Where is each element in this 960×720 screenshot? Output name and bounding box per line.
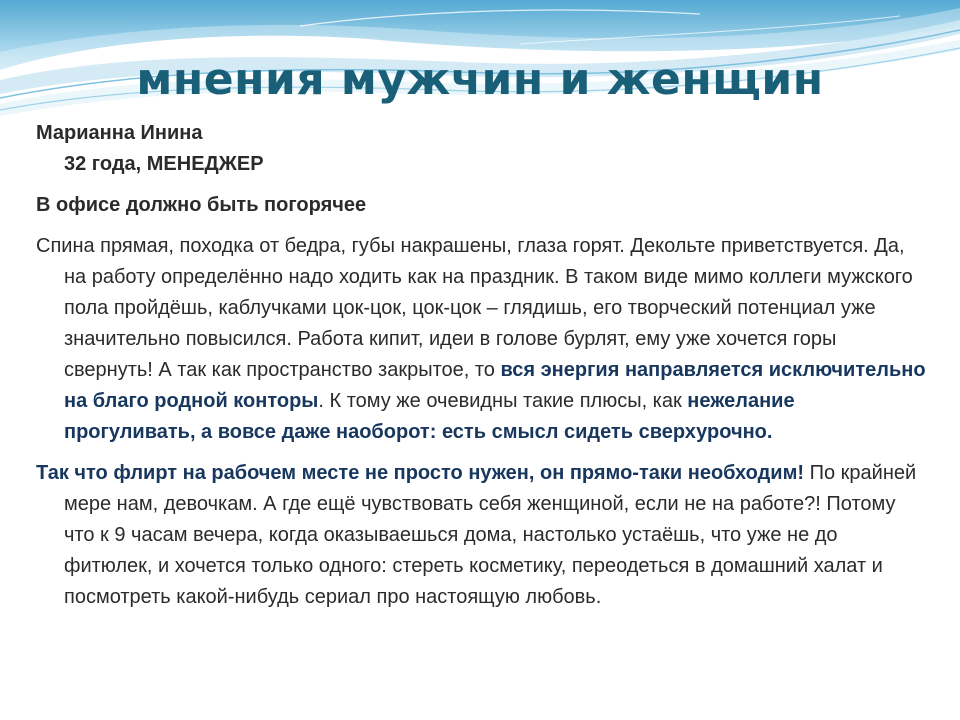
paragraph-2: [36, 458, 926, 613]
author-role: 32 года, МЕНЕДЖЕР: [64, 153, 264, 175]
slide-body: [36, 116, 926, 613]
paragraph-1-emphasis-b: нежелание прогуливать, а вовсе даже наоборот: есть смысл сидеть сверхурочно.: [64, 390, 795, 443]
paragraph-1: [36, 231, 926, 448]
paragraph-1-text-b: . К тому же очевидны такие плюсы, как: [318, 390, 688, 412]
slide-title: мнения мужчин и женщин: [136, 54, 824, 105]
author-name: Марианна Инина: [36, 122, 203, 144]
paragraph-1-emphasis-a: вся энергия направляется исключительно на благо родной конторы: [64, 359, 926, 412]
paragraph-2-text: По крайней мере нам, девочкам. А где ещё чувствовать себя женщиной, если не на работе?! Потому что к 9 часам вечера, когда оказываешься дома, настолько устаёшь, что уже не до фитюлек, и хочется только одного: стереть косметику, переодеться в домашний халат и посмотреть какой-нибудь сериал про настоящую любовь.: [64, 462, 917, 608]
paragraph-2-emphasis: Так что флирт на рабочем месте не просто нужен, он прямо-таки необходим!: [36, 462, 805, 484]
headline: В офисе должно быть погорячее: [36, 194, 367, 216]
paragraph-1-text-a: Спина прямая, походка от бедра, губы накрашены, глаза горят. Декольте приветствуется. Да, на работу определённо надо ходить как на праздник. В таком виде мимо коллеги мужского пола пройдёшь, каблучками цок-цок, цок-цок – глядишь, его творческий потенциал уже значительно повысился. Работа кипит, идеи в голове бурлят, ему уже хочется горы свернуть! А так как пространство закрытое, то: [36, 235, 913, 381]
